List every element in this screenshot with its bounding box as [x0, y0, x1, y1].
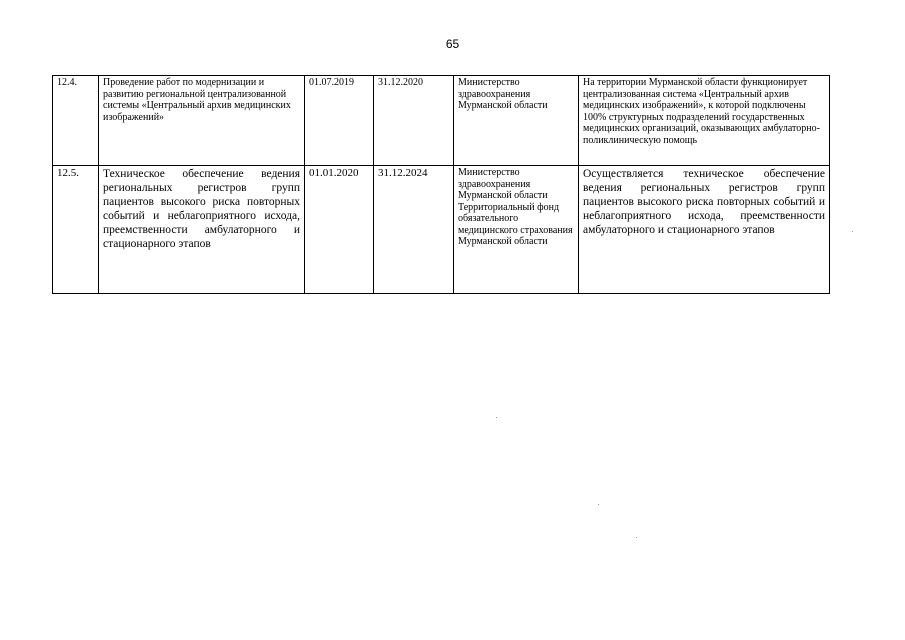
expected-result: Осуществляется техническое обеспечение ведения региональных регистров групп пациентов высокого риска повторных событий и неблагоприятного исхода, преемственности амбулаторного и стационарного этапов	[579, 166, 830, 294]
end-date: 31.12.2024	[374, 166, 454, 294]
expected-result: На территории Мурманской области функционирует централизованная система «Центральный архив медицинских изображений», к которой подключены 100% структурных подразделений государственных медицинских организаций, оказывающих амбулаторно-поликлиническую помощь	[579, 76, 830, 166]
scan-speck	[496, 417, 497, 418]
start-date: 01.07.2019	[305, 76, 374, 166]
row-number: 12.4.	[53, 76, 99, 166]
page-number: 65	[445, 37, 460, 51]
end-date: 31.12.2020	[374, 76, 454, 166]
table-row	[53, 76, 830, 166]
row-number: 12.5.	[53, 166, 99, 294]
start-date: 01.01.2020	[305, 166, 374, 294]
activity-name: Проведение работ по модернизации и развитию региональной централизованной системы «Центральный архив медицинских изображений»	[99, 76, 305, 166]
executor: Министерство здравоохранения Мурманской области Территориальный фонд обязательного медицинского страхования Мурманской области	[454, 166, 579, 294]
scan-speck	[598, 504, 599, 505]
executor: Министерство здравоохранения Мурманской области	[454, 76, 579, 166]
activity-name: Техническое обеспечение ведения региональных регистров групп пациентов высокого риска повторных событий и неблагоприятного исхода, преемственности амбулаторного и стационарного этапов	[99, 166, 305, 294]
scan-speck	[852, 231, 853, 232]
table-row	[53, 166, 830, 294]
activities-table	[52, 75, 830, 294]
scan-speck	[636, 537, 637, 538]
